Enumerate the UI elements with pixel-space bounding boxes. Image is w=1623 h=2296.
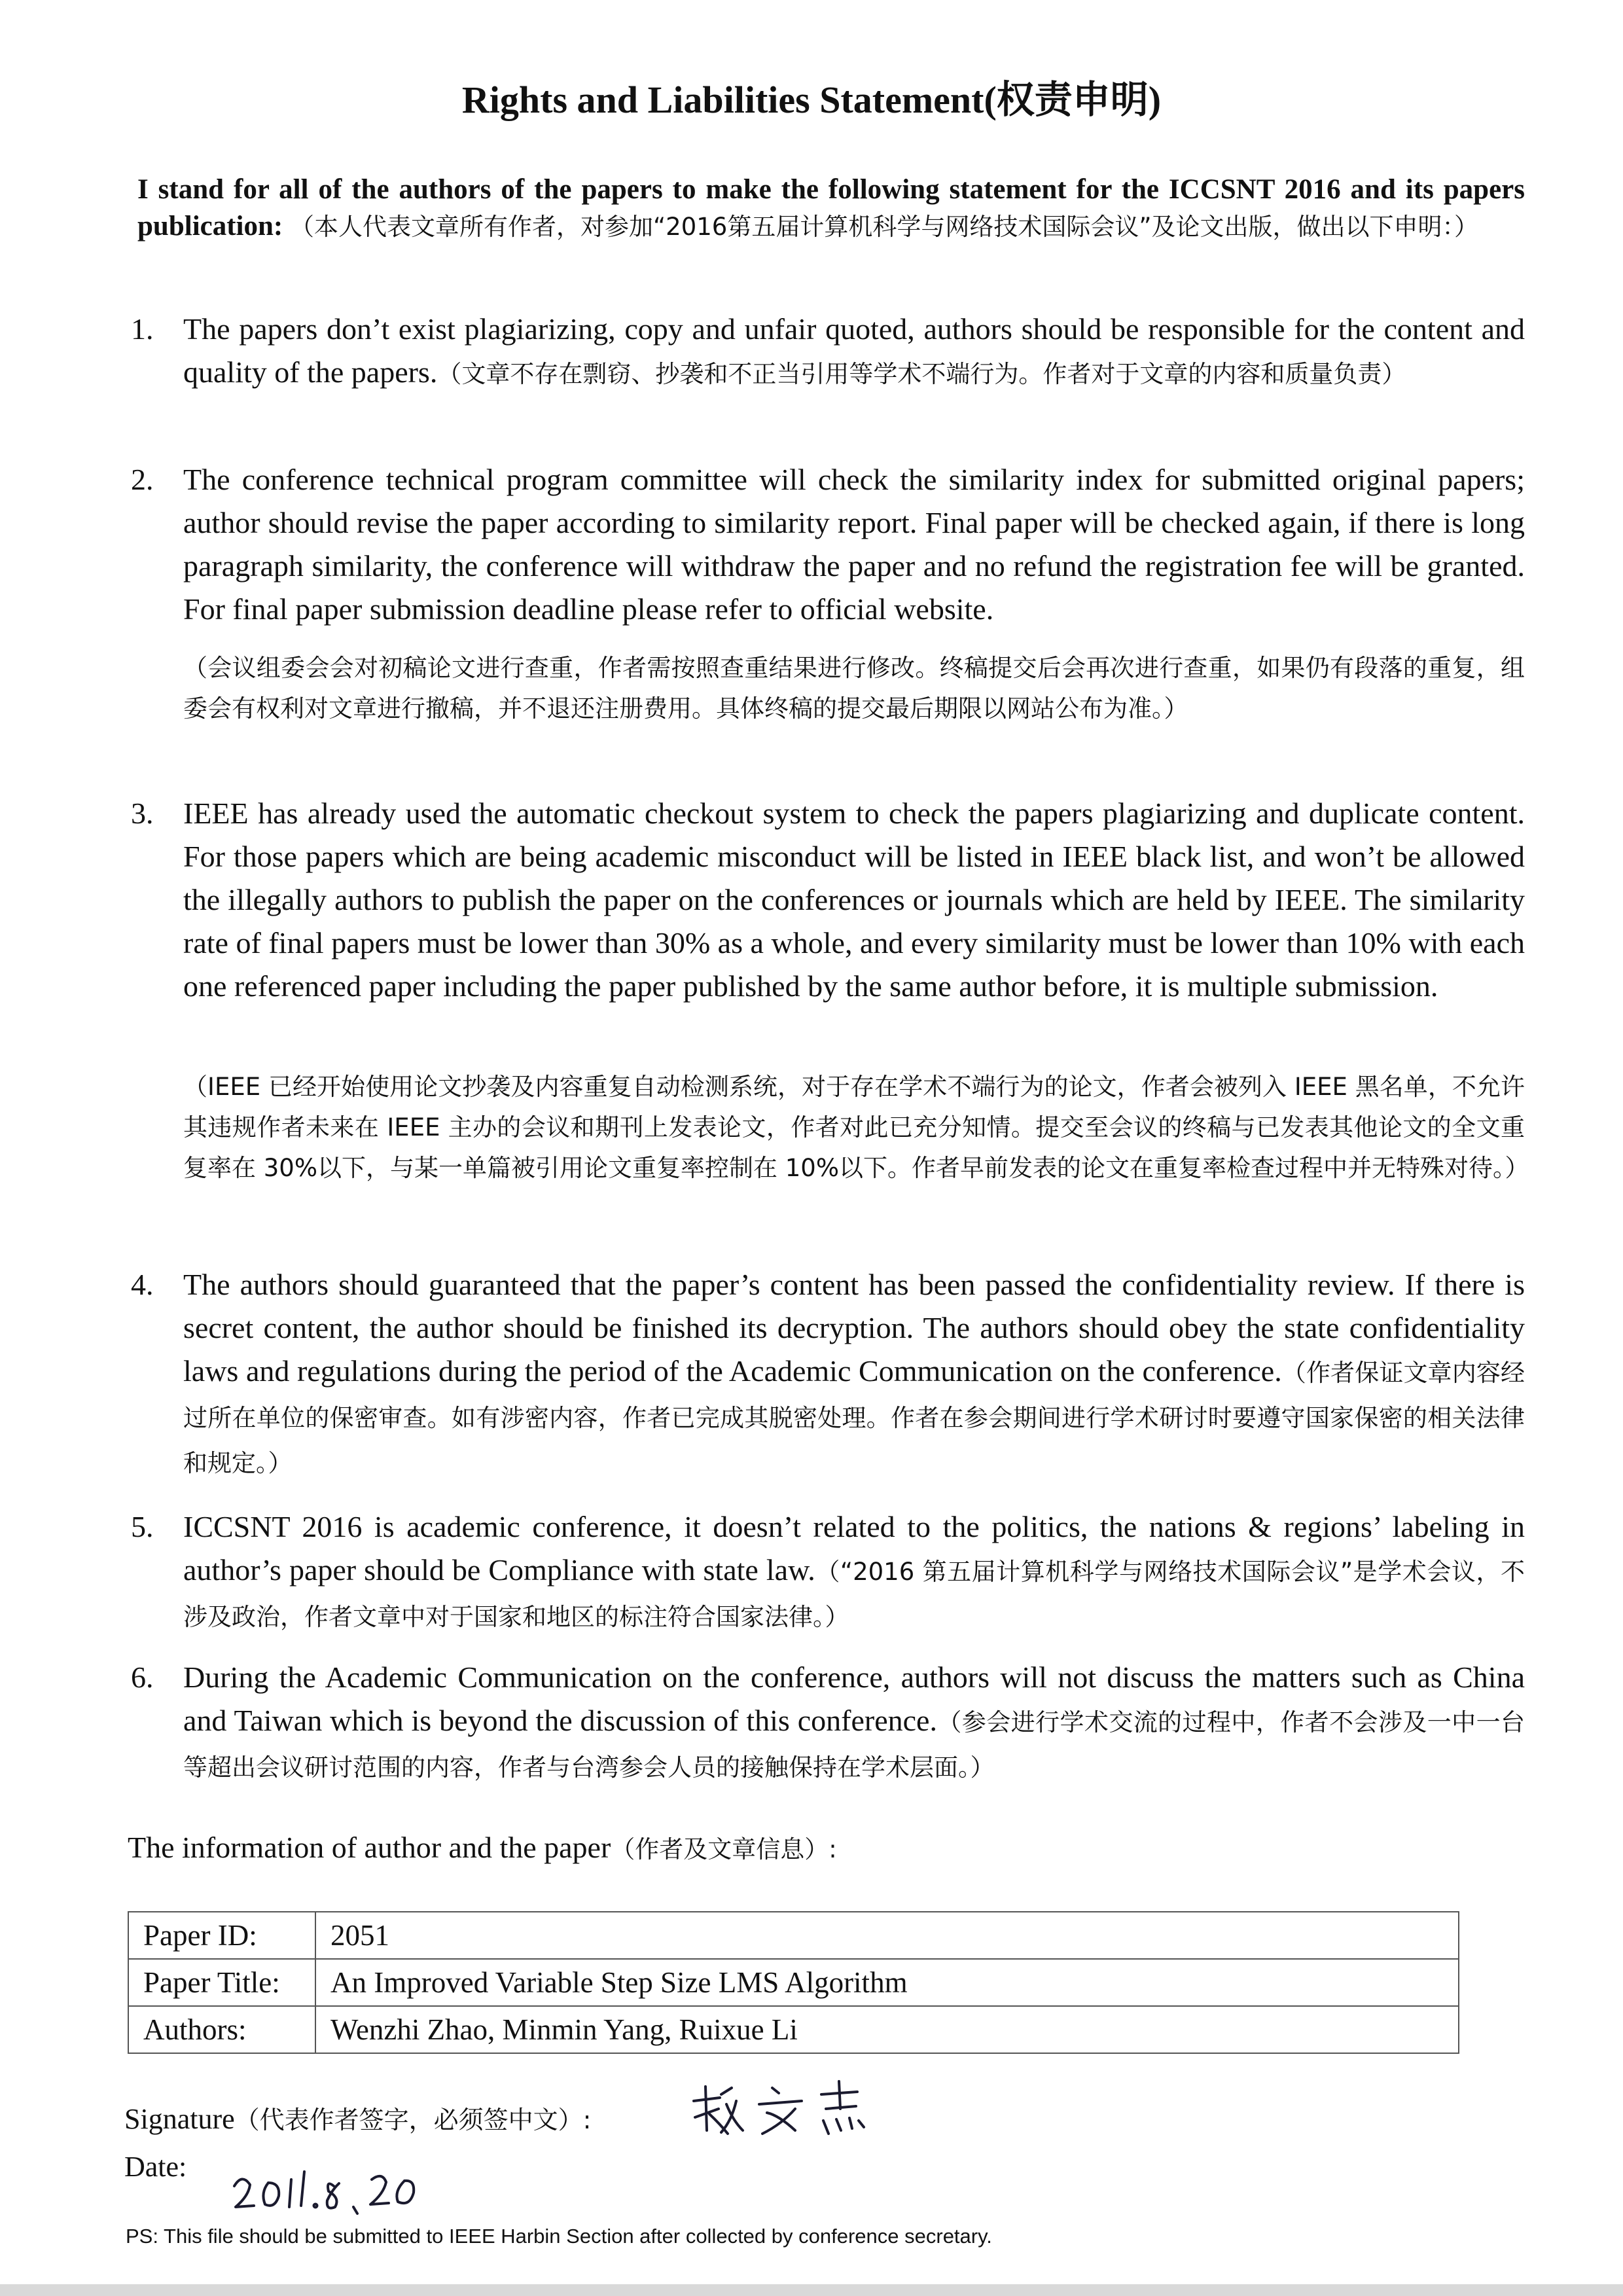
item-text-zh: （作者保证文章内容经过所在单位的保密审查。如有涉密内容，作者已完成其脱密处理。作者在参会期间进行学术研讨时要遵守国家保密的相关法律和规定。） <box>183 1359 1525 1477</box>
paper-id-value: 2051 <box>315 1912 1459 1959</box>
item-text <box>183 1656 1525 1789</box>
item-text-en: ICCSNT 2016 is academic conference, it doesn’t related to the politics, the nations & regions’ labeling in author’s paper should be Compliance with state law. <box>183 1510 1525 1587</box>
table-row <box>128 1912 1459 1959</box>
item-text <box>183 1505 1525 1639</box>
paper-info-table <box>128 1911 1459 2054</box>
item-text-en: The papers don’t exist plagiarizing, copy and unfair quoted, authors should be responsible for the content and quality of the papers. <box>183 312 1525 389</box>
item-number: 6. <box>131 1660 154 1694</box>
item-text-en: The authors should guaranteed that the paper’s content has been passed the confidentiality review. If there is secret content, the author should be finished its decryption. The authors should obey the state confidentiality laws and regulations during the period of the Academic Communication on the conference. <box>183 1268 1525 1388</box>
item-text <box>183 308 1525 396</box>
item-text <box>183 1263 1525 1485</box>
scan-edge <box>0 2284 1623 2296</box>
item-text-en: IEEE has already used the automatic checkout system to check the papers plagiarizing and duplicate content. For those papers which are being academic misconduct will be listed in IEEE black list, and won’t be allowed the illegally authors to publish the paper on the conferences or journals which are held by IEEE. The similarity rate of final papers must be lower than 30% as a whole, and every similarity must be lower than 10% with each one referenced paper including the paper published by the same author before, it is multiple submission. <box>183 797 1525 1003</box>
item-number: 2. <box>131 463 154 496</box>
item-text-zh: （IEEE 已经开始使用论文抄袭及内容重复自动检测系统，对于存在学术不端行为的论文，作者会被列入 IEEE 黑名单，不允许其违规作者未来在 IEEE 主办的会议和期刊上发表论文，作者对此已充分知情。提交至会议的终稿与已发表其他论文的全文重复率在 30%以下，与某一单篇被引用论文重复率控制在 10%以下。作者早前发表的论文在重复率检查过程中并无特殊对待。） <box>183 1073 1529 1182</box>
ps-note: PS: This file should be submitted to IEEE Harbin Section after collected by conference secretary. <box>126 2225 992 2248</box>
item-text-en: The conference technical program committee will check the similarity index for submitted original papers; author should revise the paper according to similarity report. Final paper will be checked again, if there is long paragraph similarity, the conference will withdraw the paper and no refund the registration fee will be granted. For final paper submission deadline please refer to official website. <box>183 463 1525 626</box>
paper-id-label: Paper ID: <box>128 1912 315 1959</box>
handwritten-date <box>229 2160 438 2219</box>
paper-title-value: An Improved Variable Step Size LMS Algorithm <box>315 1959 1459 2006</box>
signature-line <box>124 2098 591 2142</box>
item-number: 4. <box>131 1268 154 1301</box>
paper-title-label: Paper Title: <box>128 1959 315 2006</box>
item-number: 3. <box>131 797 154 830</box>
handwritten-signature <box>681 2068 877 2147</box>
item-number: 5. <box>131 1510 154 1543</box>
item-number: 1. <box>131 312 154 346</box>
item-text-zh: （参会进行学术交流的过程中，作者不会涉及一中一台等超出会议研讨范围的内容，作者与台湾参会人员的接触保持在学术层面。） <box>183 1708 1525 1782</box>
info-heading-zh: （作者及文章信息）: <box>611 1835 837 1863</box>
date-label: Date: <box>124 2151 187 2183</box>
item-text-zh: （“2016 第五届计算机科学与网络技术国际会议”是学术会议，不涉及政治，作者文章中对于国家和地区的标注符合国家法律。） <box>183 1558 1525 1631</box>
table-row <box>128 1959 1459 2006</box>
item-text-en: During the Academic Communication on the conference, authors will not discuss the matters such as China and Taiwan which is beyond the discussion of this conference. <box>183 1660 1525 1737</box>
intro-statement <box>137 171 1525 245</box>
intro-text-en: I stand for all of the authors of the papers to make the following statement for the ICCSNT 2016 and its papers publication: <box>137 174 1525 242</box>
item-text-zh: （文章不存在剽窃、抄袭和不正当引用等学术不端行为。作者对于文章的内容和质量负责） <box>437 360 1406 388</box>
intro-text-zh: （本人代表文章所有作者，对参加“2016第五届计算机科学与网络技术国际会议”及论文出版，做出以下申明：） <box>289 213 1478 241</box>
signature-label-zh: （代表作者签字，必须签中文）: <box>234 2106 592 2134</box>
info-heading <box>128 1826 1502 1871</box>
info-heading-en: The information of author and the paper <box>128 1831 611 1864</box>
item-text-zh: （会议组委会会对初稿论文进行查重，作者需按照查重结果进行修改。终稿提交后会再次进行查重，如果仍有段落的重复，组委会有权利对文章进行撤稿，并不退还注册费用。具体终稿的提交最后期限以网站公布为准。） <box>183 654 1525 723</box>
page-title: Rights and Liabilities Statement(权责申明) <box>461 79 1162 121</box>
table-row <box>128 2006 1459 2053</box>
authors-value: Wenzhi Zhao, Minmin Yang, Ruixue Li <box>315 2006 1459 2053</box>
authors-label: Authors: <box>128 2006 315 2053</box>
signature-label-en: Signature <box>124 2103 235 2135</box>
